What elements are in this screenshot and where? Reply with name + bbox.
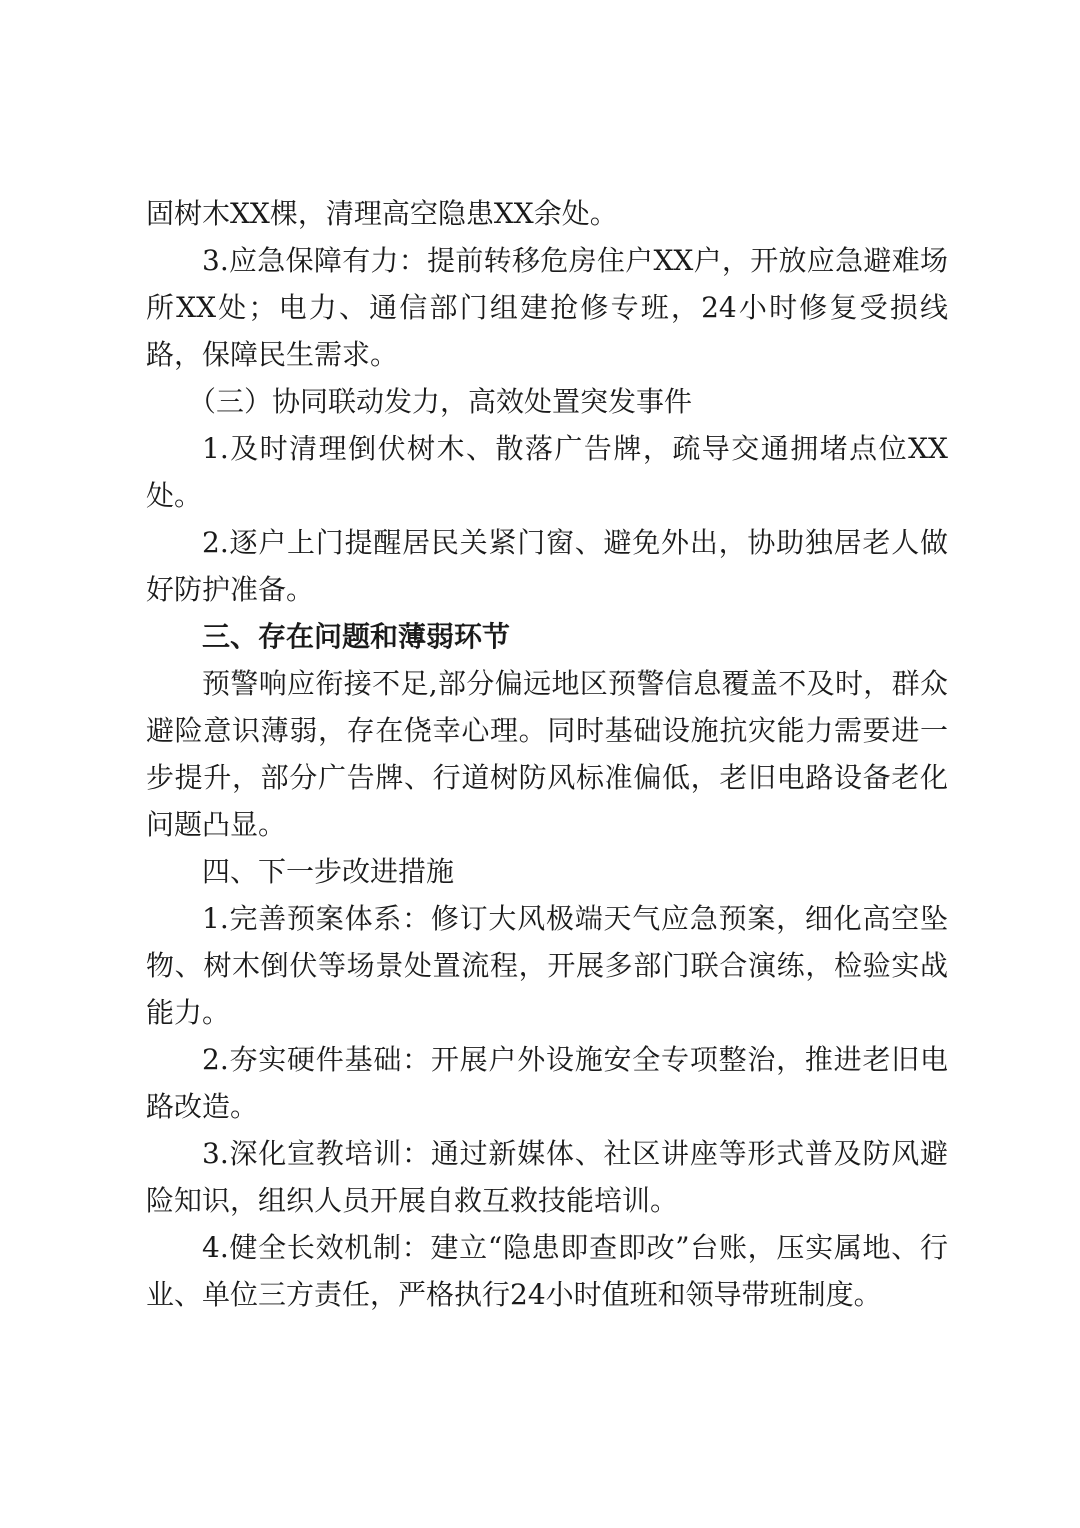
paragraph-door-to-door: 2.逐户上门提醒居民关紧门窗、避免外出，协助独居老人做好防护准备。	[146, 526, 948, 606]
paragraph-mechanism: 4.健全长效机制：建立“隐患即查即改”台账，压实属地、行业、单位三方责任，严格执行24小时值班和领导带班制度。	[146, 1231, 948, 1311]
paragraph-hardware: 2.夯实硬件基础：开展户外设施安全专项整治，推进老旧电路改造。	[146, 1043, 948, 1123]
section-heading-improvements: 四、下一步改进措施	[202, 855, 455, 888]
subheading-coordinated-response: （三）协同联动发力，高效处置突发事件	[188, 385, 693, 418]
document-body	[146, 190, 948, 1318]
paragraph-training: 3.深化宣教培训：通过新媒体、社区讲座等形式普及防风避险知识，组织人员开展自救互救技能培训。	[146, 1137, 948, 1217]
paragraph-emergency-support: 3.应急保障有力：提前转移危房住户XX户，开放应急避难场所XX处；电力、通信部门组建抢修专班，24小时修复受损线路，保障民生需求。	[146, 244, 948, 371]
paragraph-clear-trees: 1.及时清理倒伏树木、散落广告牌，疏导交通拥堵点位XX处。	[146, 432, 948, 512]
paragraph-improve-plans: 1.完善预案体系：修订大风极端天气应急预案，细化高空坠物、树木倒伏等场景处置流程，开展多部门联合演练，检验实战能力。	[146, 902, 948, 1029]
section-heading-problems: 三、存在问题和薄弱环节	[202, 620, 511, 653]
paragraph-continuation: 固树木XX棵，清理高空隐患XX余处。	[146, 197, 618, 230]
paragraph-problems: 预警响应衔接不足,部分偏远地区预警信息覆盖不及时，群众避险意识薄弱，存在侥幸心理。同时基础设施抗灾能力需要进一步提升，部分广告牌、行道树防风标准偏低，老旧电路设备老化问题凸显。	[146, 667, 948, 841]
